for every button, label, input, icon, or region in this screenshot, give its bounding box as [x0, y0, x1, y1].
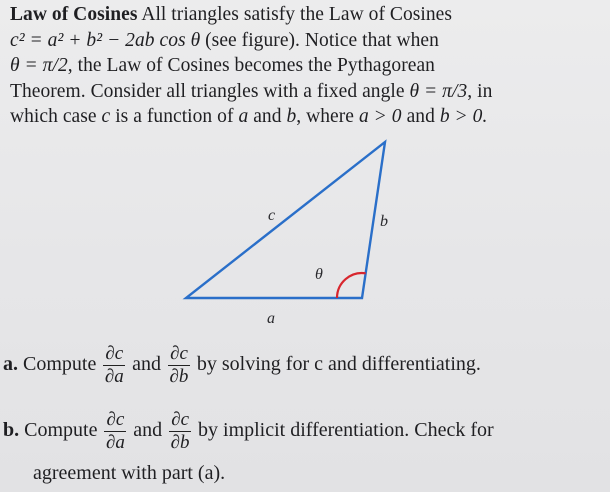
- side-label-c: c: [268, 207, 276, 224]
- partial-c-partial-b: $\frac{\partial c}{\partial b}$: [170, 409, 190, 453]
- side-label-a: a: [267, 310, 275, 327]
- side-label-b: b: [380, 213, 388, 230]
- para-line-3: θ = π/2, the Law of Cosines becomes the Pythagorean: [10, 55, 435, 76]
- para-line-2: c² = a² + b² − 2ab cos θ (see figure). Notice that when: [10, 29, 439, 51]
- para-line-1: Law of Cosines All triangles satisfy the Law of Cosines: [10, 4, 453, 25]
- part-a-label: a.: [3, 353, 18, 376]
- para-line-4: Theorem. Consider all triangles with a fixed angle θ = π/3, in: [10, 80, 493, 102]
- positive-b-condition: b > 0.: [439, 106, 488, 127]
- partial-c-partial-a: $\frac{\partial c}{\partial a}$: [104, 343, 124, 387]
- right-angle-condition: θ = π/2: [10, 55, 68, 76]
- problem-heading: Law of Cosines: [10, 4, 138, 25]
- part-b-continuation: agreement with part (a).: [33, 462, 226, 484]
- part-b-label: b.: [3, 419, 20, 442]
- part-a: a. Compute $\frac{\partial c}{\partial a}$ and $\frac{\partial c}{\partial b}$ by solving for c and differentiating.: [3, 343, 481, 387]
- fixed-angle-condition: θ = π/3: [409, 80, 468, 102]
- law-of-cosines-equation: c² = a² + b² − 2ab cos θ: [10, 29, 201, 51]
- partial-c-partial-b: $\frac{\partial c}{\partial b}$: [169, 343, 189, 387]
- part-b: b. Compute $\frac{\partial c}{\partial a}$ and $\frac{\partial c}{\partial b}$ by implicit differentiation. Check for: [3, 409, 494, 453]
- angle-label-theta: θ: [315, 266, 323, 283]
- partial-c-partial-a: $\frac{\partial c}{\partial a}$: [105, 409, 125, 453]
- positive-a-condition: a > 0: [358, 106, 402, 127]
- para-line-5: which case c is a function of a and b, where a > 0 and b > 0.: [10, 106, 488, 127]
